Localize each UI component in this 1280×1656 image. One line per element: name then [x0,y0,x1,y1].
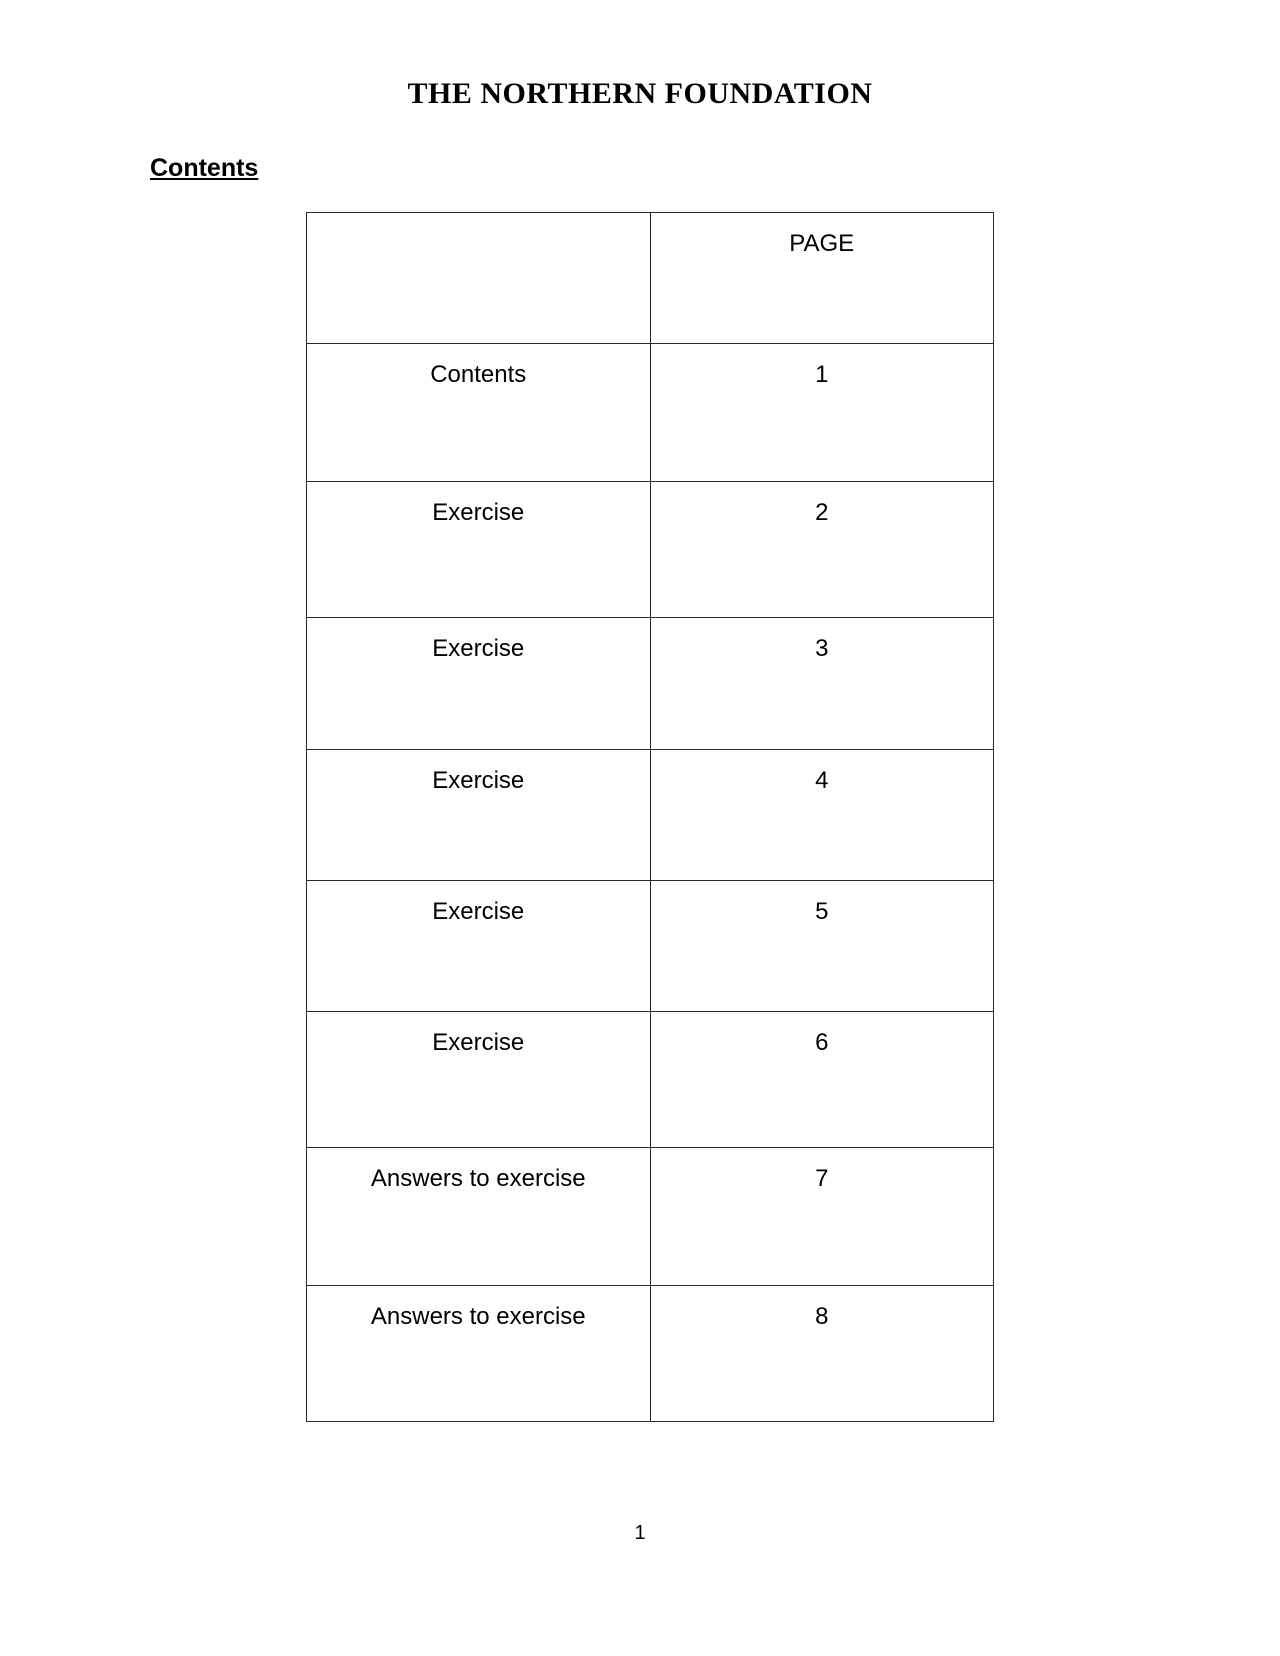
table-header-row [307,213,994,344]
row-page: 7 [650,1148,994,1286]
row-page: 5 [650,881,994,1012]
contents-table [306,212,994,1422]
row-page: 4 [650,750,994,881]
table-row [307,1148,994,1286]
row-page: 6 [650,1012,994,1148]
table-row [307,1286,994,1422]
table-row [307,344,994,482]
document-title: THE NORTHERN FOUNDATION [407,77,873,110]
row-label: Exercise [307,1012,651,1148]
header-cell-page: PAGE [650,213,994,344]
table-row [307,750,994,881]
row-label: Answers to exercise [307,1286,651,1422]
page-number: 1 [634,1522,646,1544]
row-page: 3 [650,618,994,750]
row-label: Exercise [307,750,651,881]
row-label: Answers to exercise [307,1148,651,1286]
row-page: 8 [650,1286,994,1422]
row-page: 2 [650,482,994,618]
row-label: Exercise [307,618,651,750]
table-row [307,482,994,618]
table-row [307,881,994,1012]
contents-heading: Contents [150,154,259,182]
row-label: Contents [307,344,651,482]
row-page: 1 [650,344,994,482]
row-label: Exercise [307,482,651,618]
table-row [307,618,994,750]
row-label: Exercise [307,881,651,1012]
header-cell-label [307,213,651,344]
table-row [307,1012,994,1148]
